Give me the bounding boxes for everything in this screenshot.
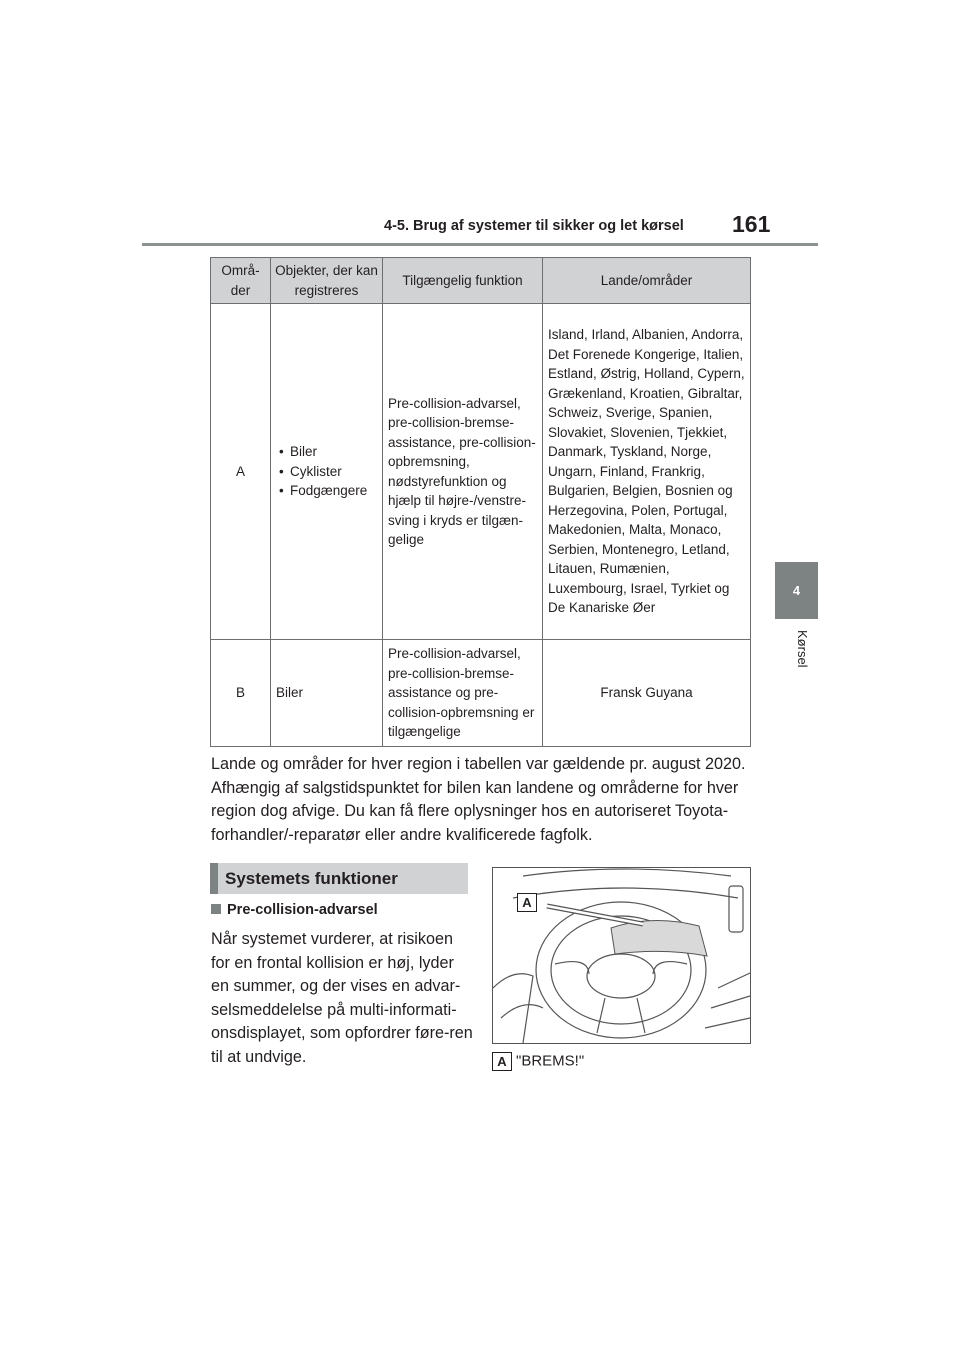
square-bullet-icon xyxy=(211,904,221,914)
chapter-tab xyxy=(775,562,818,619)
list-item: • Fodgængere xyxy=(276,481,377,501)
section-heading: Systemets funktioner xyxy=(210,863,468,894)
chapter-tab-label: Kørsel xyxy=(795,630,810,668)
body-paragraph: Når systemet vurderer, at risikoen for en frontal kollision er høj, lyder en summer, og der vises en advar-selsmeddelelse på multi-informati-onsdisplayet, som opfordrer føre-ren til at undvige. xyxy=(211,930,473,1066)
chapter-title: 4-5. Brug af systemer til sikker og let kørsel xyxy=(384,218,684,234)
caption-text: "BREMS!" xyxy=(516,1052,585,1070)
table-row xyxy=(211,640,751,747)
caption-callout: A xyxy=(492,1052,512,1071)
subsection-heading-text: Pre-collision-advarsel xyxy=(227,902,378,918)
objects-cell xyxy=(271,304,383,640)
countries-cell: Island, Irland, Albanien, Andorra, Det Forenede Kongerige, Italien, Estland, Østrig, Holland, Cypern, Grækenland, Kroatien, Gibraltar, Schweiz, Sverige, Spanien, Slovakiet, Slovenien, Tjekkiet, Danmark, Tyskland, Norge, Ungarn, Finland, Frankrig, Bulgarien, Belgien, Bosnien og Herzegovina, Polen, Portugal, Makedonien, Malta, Monaco, Serbien, Montenegro, Letland, Litauen, Rumænien, Luxembourg, Israel, Tyrkiet og De Kanariske Øer xyxy=(543,304,751,640)
table-header-row xyxy=(211,258,751,304)
table-note: Lande og områder for hver region i tabellen var gældende pr. august 2020. Afhængig af salgstidspunktet for bilen kan landene og områderne for hver region dog afvige. Du kan få flere oplysninger hos en autoriseret Toyota-forhandler/-reparatør eller andre kvalificerede fagfolk. xyxy=(211,755,746,844)
chapter-tab-number: 4 xyxy=(792,583,801,598)
figure-caption xyxy=(492,1052,584,1071)
header-countries: Lande/områder xyxy=(543,258,751,304)
header-function: Tilgængelig funktion xyxy=(383,258,543,304)
page-number: 161 xyxy=(732,211,771,237)
header-area: Områ- der xyxy=(211,258,271,304)
function-cell: Pre-collision-advarsel, pre-collision-bremse-assistance, pre-collision-opbremsning, nødstyrefunktion og hjælp til højre-/venstre-sving i kryds er tilgæn-gelige xyxy=(383,304,543,640)
regions-table xyxy=(210,257,751,747)
area-cell: B xyxy=(211,640,271,747)
callout-label: A xyxy=(517,893,537,912)
area-cell: A xyxy=(211,304,271,640)
subsection-heading xyxy=(211,902,378,918)
header-divider xyxy=(142,243,818,246)
function-cell: Pre-collision-advarsel, pre-collision-bremse-assistance og pre-collision-opbremsning er tilgængelige xyxy=(383,640,543,747)
list-item: • Cyklister xyxy=(276,462,377,482)
table-row xyxy=(211,304,751,640)
dashboard-illustration xyxy=(492,867,751,1044)
objects-cell: Biler xyxy=(271,640,383,747)
header-objects: Objekter, der kan registreres xyxy=(271,258,383,304)
countries-cell: Fransk Guyana xyxy=(543,640,751,747)
list-item: • Biler xyxy=(276,442,377,462)
